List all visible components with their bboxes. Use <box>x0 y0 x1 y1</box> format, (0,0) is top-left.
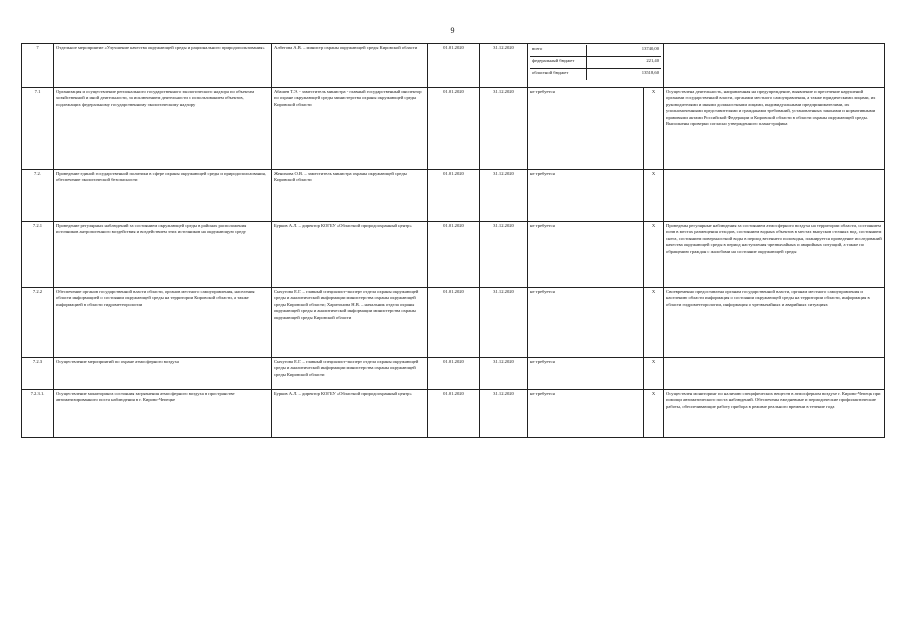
row-number: 7.2.3 <box>22 358 54 390</box>
mark-cell: X <box>644 288 664 358</box>
table-row <box>22 358 885 390</box>
mark-cell: X <box>644 390 664 438</box>
row-number: 7.2.3.1. <box>22 390 54 438</box>
result-cell: Своевременно предоставлена органам государственной власти, органам местного самоуправления и населению области информация о состоянии окружающей среды на территории области, информация в области гидрометеорологии, информация о чрезвычайных и аварийных ситуациях <box>664 288 885 358</box>
row-number: 7.2.2 <box>22 288 54 358</box>
funding-cell: не требуется <box>528 88 644 170</box>
responsible-cell: Бурков А.Л. – директор КОГБУ «Областной природоохранный центр» <box>272 390 428 438</box>
result-cell: Осуществлен мониторинг по наличию специфических веществ в атмосферном воздухе г. Кирово-Чепецк при помощи автоматического поста наблюдений. Обеспечены ежедневные и периодические профилактические работы, обеспечивающие работу прибора в режиме реального времени в течение года <box>664 390 885 438</box>
end-date-cell: 31.12.2020 <box>480 222 528 288</box>
result-cell: Проведены регулярные наблюдения за состоянием атмосферного воздуха на территории области, состоянием почв в местах размещения отходов, состоянием водных объектов в местах выпусков сточных вод, состоянием снега, состоянием поверхностной воды в период весеннего половодья, планируется проведение исследований качества окружающей среды в период наступления чрезвычайных и аварийных ситуаций, а также по обращению граждан с жалобами на состояние окружающей среды <box>664 222 885 288</box>
table-row <box>22 88 885 170</box>
measure-cell: Проведение регулярных наблюдений за состоянием окружающей среды в районах расположения источников антропогенного воздействия и воздействием этих источников на окружающую среду <box>54 222 272 288</box>
funding-cell: не требуется <box>528 390 644 438</box>
responsible-cell: Албегова А.В. – министр охраны окружающей среды Кировской области <box>272 44 428 88</box>
page-number: 9 <box>450 26 455 35</box>
financing-row <box>530 45 661 57</box>
measure-cell: Обеспечение органов государственной власти области, органов местного самоуправления, населения области информацией о состоянии окружающей среды на территории Кировской области, а также информацией в области гидрометеорологии <box>54 288 272 358</box>
measure-cell: Проведение единой государственной политики в сфере охраны окружающей среды и природопользования, обеспечение экологической безопасности <box>54 170 272 222</box>
table-row <box>22 170 885 222</box>
table-row <box>22 390 885 438</box>
start-date-cell: 01.01.2020 <box>428 390 480 438</box>
row-number: 7.1 <box>22 88 54 170</box>
financing-source: всего <box>530 45 587 57</box>
responsible-cell: Сычугова Е.Г. – главный специалист-эксперт отдела охраны окружающей среды и аналитической информации министерства охраны окружающей среды Кировской области; Харитонова Н.В. – начальник отдела охраны окружающей среды и аналитической информации министерства охраны окружающей среды Кировской области <box>272 288 428 358</box>
report-table <box>21 43 885 438</box>
end-date-cell: 31.12.2020 <box>480 88 528 170</box>
measure-cell: Организация и осуществление регионального государственного экологического надзора по объектам хозяйственной и иной деятельности, за исключением деятельности с использованием объектов, подлежащих федеральному государственному экологическому надзору <box>54 88 272 170</box>
responsible-cell: Бурков А.Л. – директор КОГБУ «Областной природоохранный центр» <box>272 222 428 288</box>
measure-cell: Осуществление мониторинга состояния загрязнения атмосферного воздуха в пространстве автоматизированного поста наблюдения в г. Кирово-Чепецке <box>54 390 272 438</box>
mark-cell: X <box>644 88 664 170</box>
funding-cell: не требуется <box>528 222 644 288</box>
start-date-cell: 01.01.2020 <box>428 170 480 222</box>
financing-amount: 221,40 <box>587 57 662 69</box>
financing-row <box>530 69 661 81</box>
table-row <box>22 288 885 358</box>
table-row <box>22 222 885 288</box>
mark-cell: X <box>644 222 664 288</box>
start-date-cell: 01.01.2020 <box>428 288 480 358</box>
result-cell <box>664 44 885 88</box>
responsible-cell: Женихова О.В. – заместитель министра охраны окружающей среды Кировской области <box>272 170 428 222</box>
row-number: 7.2.1 <box>22 222 54 288</box>
responsible-cell: Сычугова Е.Г. – главный специалист-эксперт отдела охраны окружающей среды и аналитической информации министерства охраны окружающей среды Кировской области <box>272 358 428 390</box>
funding-cell: не требуется <box>528 170 644 222</box>
measure-cell: Осуществление мероприятий по охране атмосферного воздуха <box>54 358 272 390</box>
financing-row <box>530 57 661 69</box>
financing-table <box>530 45 661 80</box>
financing-amount: 13740,00 <box>587 45 662 57</box>
start-date-cell: 01.01.2020 <box>428 222 480 288</box>
result-cell <box>664 358 885 390</box>
start-date-cell: 01.01.2020 <box>428 358 480 390</box>
start-date-cell: 01.01.2020 <box>428 88 480 170</box>
funding-cell: не требуется <box>528 358 644 390</box>
financing-source: федеральный бюджет <box>530 57 587 69</box>
start-date-cell: 01.01.2020 <box>428 44 480 88</box>
financing-cell <box>528 44 664 88</box>
row-number: 7.2. <box>22 170 54 222</box>
measure-cell: Отдельное мероприятие «Улучшение качества окружающей среды и рационального природопользования» <box>54 44 272 88</box>
end-date-cell: 31.12.2020 <box>480 390 528 438</box>
end-date-cell: 31.12.2020 <box>480 44 528 88</box>
responsible-cell: Абашев Т.Э. - заместитель министра - главный государственный инспектор по охране окружающей среды министерства охраны окружающей среды Кировской области <box>272 88 428 170</box>
end-date-cell: 31.12.2020 <box>480 358 528 390</box>
end-date-cell: 31.12.2020 <box>480 288 528 358</box>
mark-cell: X <box>644 170 664 222</box>
end-date-cell: 31.12.2020 <box>480 170 528 222</box>
financing-amount: 13518,60 <box>641 70 660 75</box>
financing-source: областной бюджет <box>530 69 587 81</box>
result-cell: Осуществлена деятельность, направленная на предупреждение, выявление и пресечение нарушений органами государственной власти, органами местного самоуправления, а также юридическими лицами, их руководителями и иными должностными лицами, индивидуальными предпринимателями, их уполномоченными представителями и гражданами требований, установленных законами и нормативными правовыми актами Российской Федерации и Кировской области в области охраны окружающей среды. Выполнены проверки согласно утвержденного плана-графика <box>664 88 885 170</box>
result-cell <box>664 170 885 222</box>
mark-cell: X <box>644 358 664 390</box>
row-number: 7 <box>22 44 54 88</box>
funding-cell: не требуется <box>528 288 644 358</box>
table-row <box>22 44 885 88</box>
